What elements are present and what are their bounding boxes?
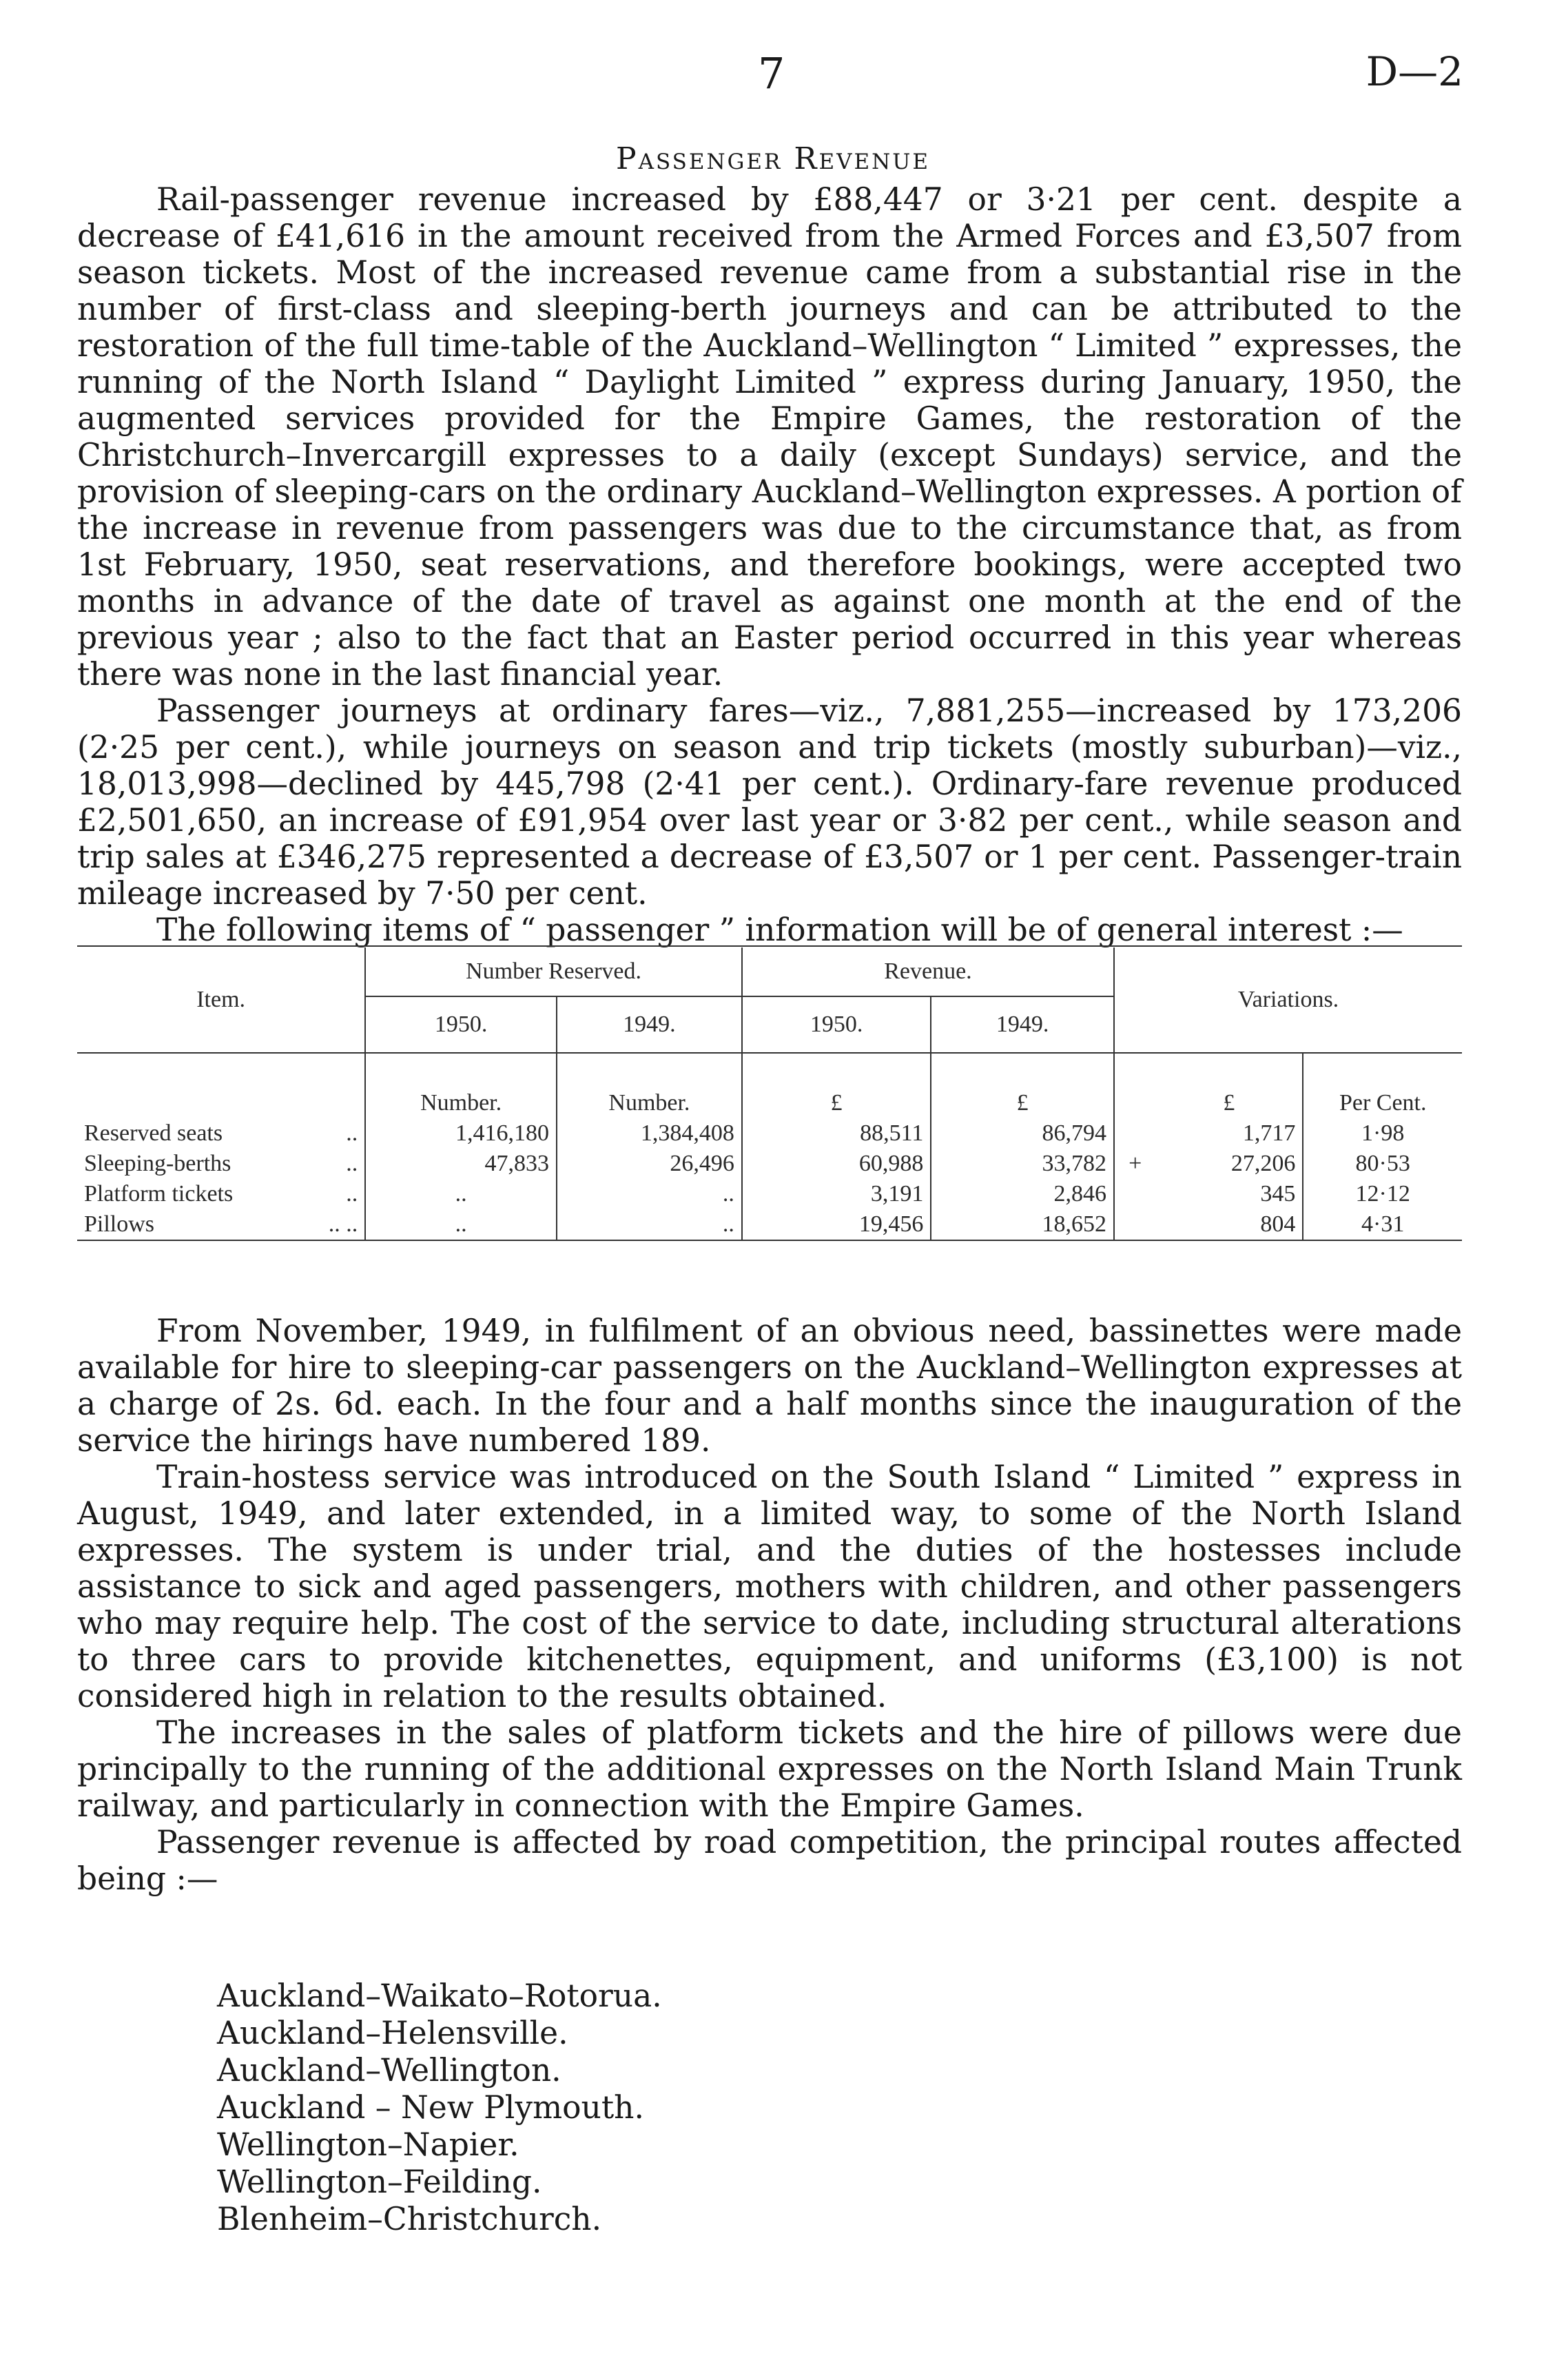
cell-variation-amount: 804	[1260, 1211, 1296, 1237]
cell-variation-percent: 12·12	[1303, 1179, 1462, 1209]
cell-variation-sign: +	[1114, 1149, 1155, 1179]
route-item: Auckland–Helensville.	[217, 2015, 568, 2051]
row-item: Sleeping-berths	[84, 1151, 231, 1176]
unit-label: Per Cent.	[1303, 1053, 1462, 1118]
unit-label: £	[742, 1053, 931, 1118]
passenger-info-table	[77, 947, 1462, 1266]
cell-number-1949: ..	[557, 1179, 742, 1209]
cell-number-1950: ..	[365, 1179, 557, 1209]
unit-label: £	[1223, 1090, 1235, 1116]
page-header	[0, 48, 1546, 110]
route-item: Wellington–Napier.	[217, 2126, 519, 2163]
routes-list	[217, 1978, 662, 2238]
cell-revenue-1949: 86,794	[931, 1118, 1114, 1149]
paragraph: Passenger journeys at ordinary fares—viz., 7,881,255—increased by 173,206 (2·25 per cent.), while journeys on season and trip tickets (mostly suburban)—viz., 18,013,998—declined by 445,798 (2·41 per cent.). Ordinary-fare revenue produced £2,501,650, an increase of £91,954 over last year or 3·82 per cent., while season and trip sales at £346,275 represented a decrease of £3,507 or 1 per cent. Passenger-train mileage increased by 7·50 per cent.	[77, 693, 1462, 912]
leader-dots: .. ..	[328, 1211, 358, 1237]
cell-revenue-1950: 60,988	[742, 1149, 931, 1179]
route-item: Wellington–Feilding.	[217, 2164, 542, 2200]
leader-dots: ..	[346, 1120, 358, 1146]
cell-variation-amount: 27,206	[1230, 1151, 1296, 1176]
table-bottom-rule	[77, 1240, 1462, 1266]
cell-revenue-1949: 2,846	[931, 1179, 1114, 1209]
paragraph: The increases in the sales of platform tickets and the hire of pillows were due principally to the running of the additional expresses on the North Island Main Trunk railway, and particularly in connection with the Empire Games.	[77, 1714, 1462, 1824]
table-row	[77, 1149, 1462, 1179]
cell-variation-sign	[1114, 1209, 1155, 1240]
cell-variation-sign	[1114, 1179, 1155, 1209]
unit-label: £	[931, 1053, 1114, 1118]
cell-revenue-1950: 88,511	[742, 1118, 931, 1149]
column-header-number-reserved: Number Reserved.	[365, 947, 742, 996]
leader-dots: ..	[346, 1151, 358, 1176]
cell-variation-percent: 1·98	[1303, 1118, 1462, 1149]
cell-variation-percent: 4·31	[1303, 1209, 1462, 1240]
page-number: 7	[758, 48, 785, 99]
table-row	[77, 1209, 1462, 1240]
column-header-revenue-1949: 1949.	[931, 996, 1114, 1053]
paragraph: From November, 1949, in fulfilment of an obvious need, bassinettes were made available for hire to sleeping-car passengers on the Auckland–Wellington expresses at a charge of 2s. 6d. each. In the four and a half months since the inauguration of the service the hirings have numbered 189.	[77, 1313, 1462, 1459]
unit-label: Number.	[365, 1053, 557, 1118]
cell-number-1949: 1,384,408	[557, 1118, 742, 1149]
units-row	[77, 1053, 1462, 1118]
table-row	[77, 1118, 1462, 1149]
column-header-revenue: Revenue.	[742, 947, 1114, 996]
row-item: Platform tickets	[84, 1181, 234, 1207]
route-item: Auckland – New Plymouth.	[217, 2089, 644, 2126]
cell-number-1950: 1,416,180	[365, 1118, 557, 1149]
paragraph: Rail-passenger revenue increased by £88,447 or 3·21 per cent. despite a decrease of £41,616 in the amount received from the Armed Forces and £3,507 from season tickets. Most of the increased revenue came from a substantial rise in the number of first-class and sleeping-berth journeys and can be attributed to the restoration of the full time-table of the Auckland–Wellington “ Limited ” expresses, the running of the North Island “ Daylight Limited ” express during January, 1950, the augmented services provided for the Empire Games, the restoration of the Christchurch–Invercargill expresses to a daily (except Sundays) service, and the provision of sleeping-cars on the ordinary Auckland–Wellington expresses. A portion of the increase in revenue from passengers was due to the circumstance that, as from 1st February, 1950, seat reservations, and therefore bookings, were accepted two months in advance of the date of travel as against one month at the end of the previous year ; also to the fact that an Easter period occurred in this year whereas there was none in the last financial year.	[77, 181, 1462, 693]
table-top-rule	[77, 945, 1462, 947]
cell-variation-sign	[1114, 1118, 1155, 1149]
paragraph: The following items of “ passenger ” information will be of general interest :—	[156, 912, 1403, 948]
paragraph: Train-hostess service was introduced on the South Island “ Limited ” express in August, 1949, and later extended, in a limited way, to some of the North Island expresses. The system is under trial, and the duties of the hostesses include assistance to sick and aged passengers, mothers with children, and other passengers who may require help. The cost of the service to date, including structural alterations to three cars to provide kitchenettes, equipment, and uniforms (£3,100) is not considered high in relation to the results obtained.	[77, 1459, 1462, 1714]
table-row	[77, 1179, 1462, 1209]
leader-dots: ..	[346, 1181, 358, 1207]
cell-revenue-1949: 18,652	[931, 1209, 1114, 1240]
cell-variation-amount: 1,717	[1242, 1120, 1296, 1146]
body-text-top	[77, 181, 1462, 948]
body-text-bottom	[77, 1313, 1462, 1897]
cell-number-1949: ..	[557, 1209, 742, 1240]
cell-number-1949: 26,496	[557, 1149, 742, 1179]
cell-variation-amount: 345	[1260, 1181, 1296, 1207]
section-title: Passenger Revenue	[615, 141, 931, 176]
route-item: Blenheim–Christchurch.	[217, 2201, 602, 2237]
column-header-variations: Variations.	[1114, 947, 1462, 1053]
unit-label: Number.	[557, 1053, 742, 1118]
cell-number-1950: 47,833	[365, 1149, 557, 1179]
cell-variation-percent: 80·53	[1303, 1149, 1462, 1179]
document-reference: D—2	[1365, 48, 1463, 95]
paragraph: Passenger revenue is affected by road competition, the principal routes affected being :—	[77, 1824, 1462, 1897]
cell-revenue-1950: 19,456	[742, 1209, 931, 1240]
cell-revenue-1949: 33,782	[931, 1149, 1114, 1179]
row-item: Pillows	[84, 1211, 155, 1237]
column-header-revenue-1950: 1950.	[742, 996, 931, 1053]
row-item: Reserved seats	[84, 1120, 223, 1146]
cell-number-1950: ..	[365, 1209, 557, 1240]
route-item: Auckland–Waikato–Rotorua.	[217, 1978, 662, 2014]
cell-revenue-1950: 3,191	[742, 1179, 931, 1209]
route-item: Auckland–Wellington.	[217, 2052, 561, 2089]
column-header-number-1950: 1950.	[365, 996, 557, 1053]
column-header-item: Item.	[77, 947, 365, 1053]
column-header-number-1949: 1949.	[557, 996, 742, 1053]
